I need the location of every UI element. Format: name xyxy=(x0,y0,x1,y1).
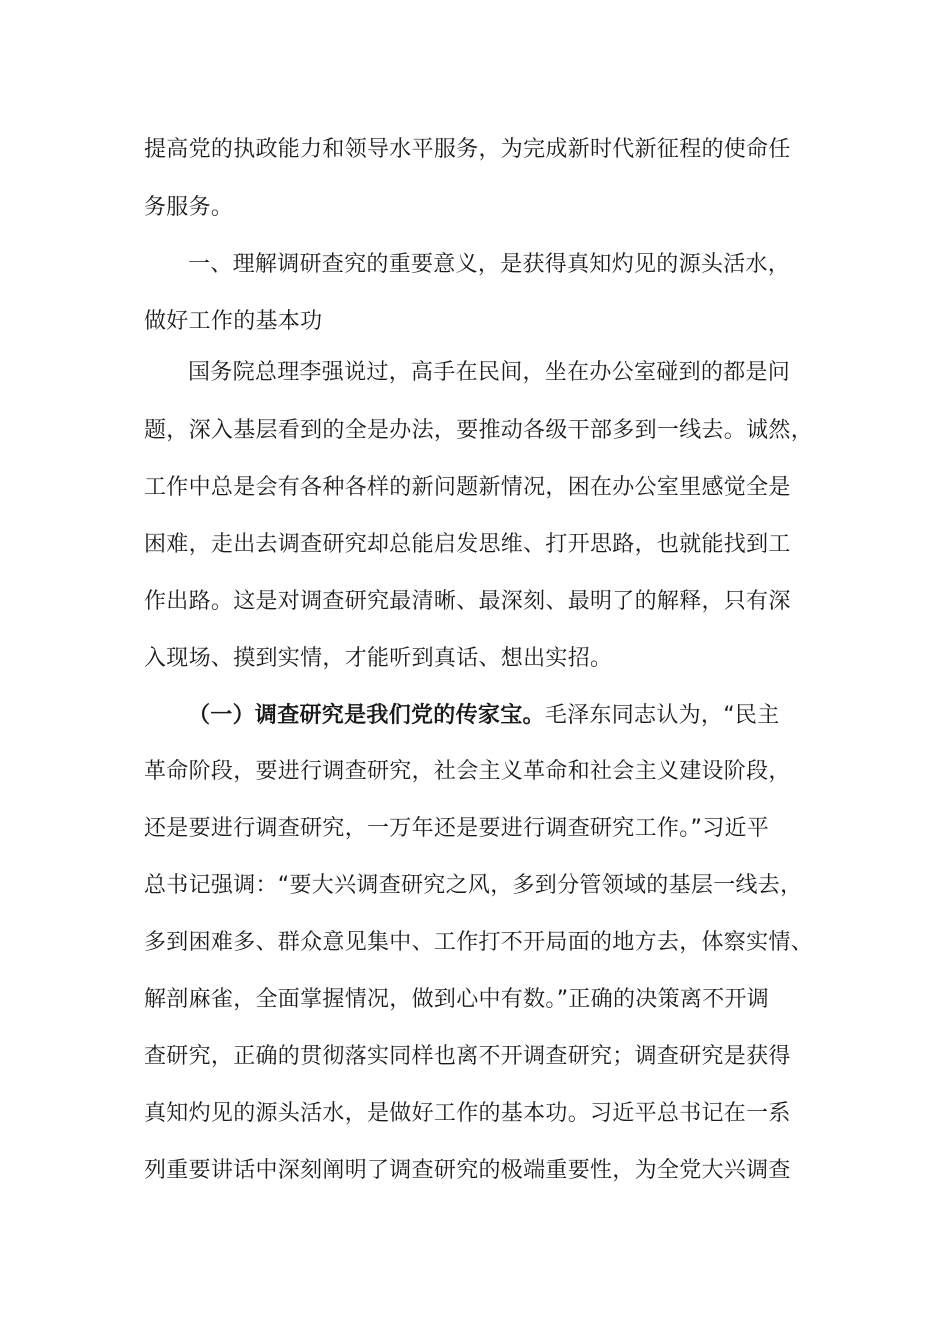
para2-line-4: 总书记强调：“要大兴调查研究之风，多到分管领域的基层一线去， xyxy=(144,873,803,898)
intro-line-1: 提高党的执政能力和领导水平服务，为完成新时代新征程的使命任 xyxy=(144,137,791,162)
para2-line-5: 多到困难多、群众意见集中、工作打不开局面的地方去，体察实情、 xyxy=(144,930,814,955)
para2-line-9: 列重要讲话中深刻阐明了调查研究的极端重要性，为全党大兴调查 xyxy=(144,1158,791,1183)
para2-line-7: 查研究，正确的贯彻落实同样也离不开调查研究；调查研究是获得 xyxy=(144,1044,791,1069)
subsection-heading: （一）调查研究是我们党的传家宝。 xyxy=(188,702,545,728)
para2-line-3: 还是要进行调查研究，一万年还是要进行调查研究工作。”习近平 xyxy=(144,816,770,841)
para1-line-1: 国务院总理李强说过，高手在民间，坐在办公室碰到的都是问 xyxy=(188,360,791,385)
para2-line-1 xyxy=(188,700,850,730)
para1-line-3: 工作中总是会有各种各样的新问题新情况，困在办公室里感觉全是 xyxy=(144,475,791,500)
section-heading-line-2: 做好工作的基本功 xyxy=(144,309,323,334)
intro-line-2: 务服务。 xyxy=(144,195,234,220)
para1-line-4: 困难，走出去调查研究却总能启发思维、打开思路，也就能找到工 xyxy=(144,532,791,557)
para1-line-6: 入现场、摸到实情，才能听到真话、想出实招。 xyxy=(144,646,613,671)
para2-line-8: 真知灼见的源头活水，是做好工作的基本功。习近平总书记在一系 xyxy=(144,1101,791,1126)
para2-line-6: 解剖麻雀，全面掌握情况，做到心中有数。”正确的决策离不开调 xyxy=(144,987,770,1012)
para2-lead-text: 毛泽东同志认为，“民主 xyxy=(544,703,780,728)
para2-line-2: 革命阶段，要进行调查研究，社会主义革命和社会主义建设阶段， xyxy=(144,759,791,784)
para1-line-5: 作出路。这是对调查研究最清晰、最深刻、最明了的解释，只有深 xyxy=(144,589,791,614)
section-heading-line-1: 一、理解调研查究的重要意义，是获得真知灼见的源头活水， xyxy=(188,252,791,277)
para1-line-2: 题，深入基层看到的全是办法，要推动各级干部多到一线去。诚然， xyxy=(144,418,814,443)
